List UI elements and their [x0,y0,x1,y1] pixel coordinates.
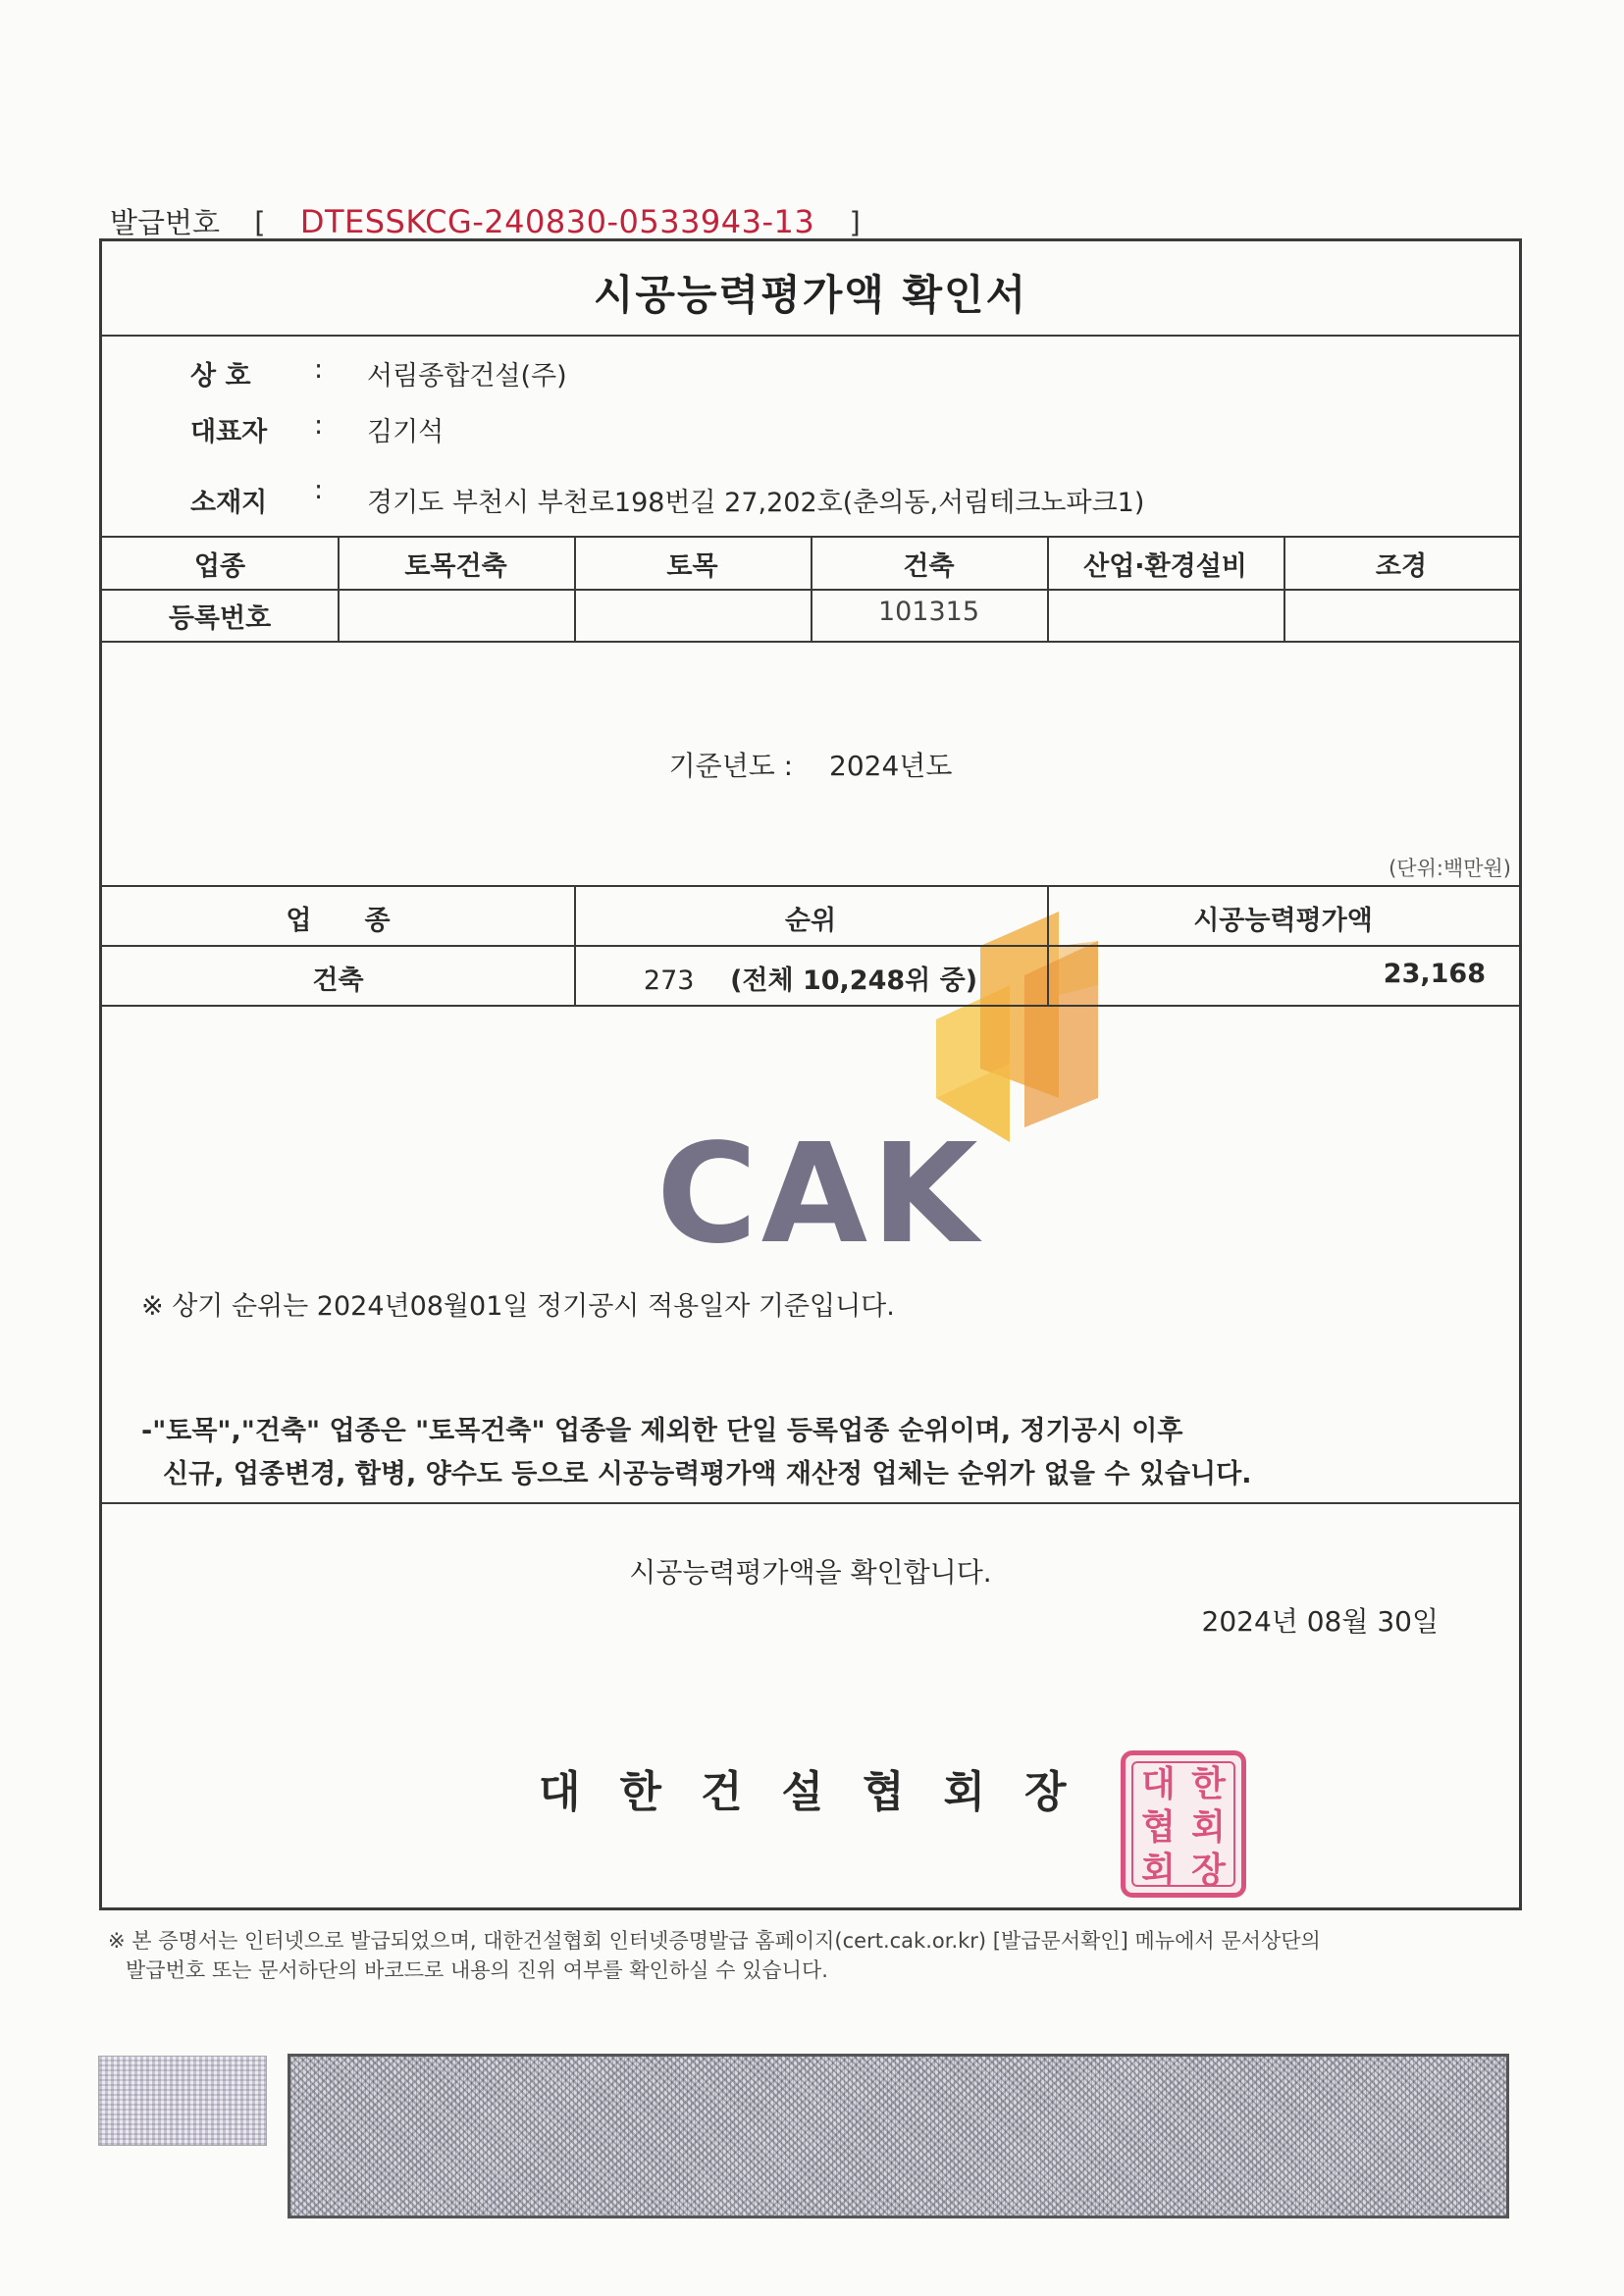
bracket-close: ] [849,206,861,239]
ranking-caveat-line2: 신규, 업종변경, 합병, 양수도 등으로 시공능력평가액 재산정 업체는 순위가 없을 수 있습니다. [163,1459,1252,1489]
address-label: 소재지 [190,488,268,518]
issue-number-line [110,201,886,241]
ranking-header: 순위 [784,906,837,936]
company-name-label: 상 호 [190,361,251,391]
base-year [102,745,1519,784]
ranking-header: 업 종 [286,906,391,936]
seal-char: 협 [1141,1807,1176,1848]
issuer-name: 대한건설협회장 [539,1767,1106,1817]
ceo-label: 대표자 [190,417,268,447]
colon: : [314,354,324,385]
base-year-label: 기준년도 : [668,750,794,782]
colon: : [314,475,324,505]
registration-column-header: 조경 [1375,551,1428,582]
issue-label: 발급번호 [110,206,221,239]
ceo-name: 김기석 [367,417,445,447]
registration-number: 101315 [877,597,980,627]
registration-column-header: 토목건축 [404,551,507,582]
rank-note: (전체 10,248위 중) [730,965,978,996]
divider [102,641,1519,643]
unit-note: (단위:백만원) [1388,857,1511,880]
seal-char: 한 [1191,1764,1226,1804]
seal-char: 대 [1141,1764,1176,1804]
colon: : [314,410,324,441]
registration-column-header: 건축 [903,551,955,582]
issue-date: 2024년 08월 30일 [1201,1605,1439,1638]
ranking-type: 건축 [312,965,364,996]
ranking-caveat-line1: -"토목","건축" 업종은 "토목건축" 업종을 제외한 단일 등록업종 순위이며, 정기공시 이후 [141,1416,1183,1446]
seal-char: 회 [1141,1851,1176,1891]
bracket-open: [ [254,206,266,239]
rank-value: 273 [643,965,695,996]
seal-grid [1131,1761,1235,1891]
official-seal-icon [1121,1750,1246,1898]
registration-column-header: 토목 [666,551,718,582]
qr-code-icon [98,2056,267,2146]
verification-barcode-icon [288,2054,1509,2218]
ranking-amount: 23,168 [1383,959,1486,989]
ranking-rank [574,959,1047,997]
logo-text: CAK [656,1115,982,1275]
divider [102,335,1519,337]
confirmation-text: 시공능력평가액을 확인합니다. [629,1556,992,1589]
base-year-value: 2024년도 [829,750,953,782]
ranking-note: ※ 상기 순위는 2024년08월01일 정기공시 적용일자 기준입니다. [141,1291,895,1322]
footer-note-line1: ※ 본 증명서는 인터넷으로 발급되었으며, 대한건설협회 인터넷증명발급 홈페이지(cert.cak.or.kr) [발급문서확인] 메뉴에서 문서상단의 [108,1929,1321,1953]
registration-header-label: 업종 [193,551,246,582]
company-name: 서림종합건설(주) [367,361,567,391]
seal-char: 회 [1191,1807,1226,1848]
divider [102,945,1519,947]
document-title: 시공능력평가액 확인서 [593,271,1028,319]
issue-number: DTESSKCG-240830-0533943-13 [299,203,815,240]
seal-char: 장 [1191,1851,1226,1891]
divider [102,1502,1519,1504]
registration-row-label: 등록번호 [168,603,272,634]
divider [102,885,1519,887]
address: 경기도 부천시 부천로198번길 27,202호(춘의동,서림테크노파크1) [367,488,1145,518]
footer-note-line2: 발급번호 또는 문서하단의 바코드로 내용의 진위 여부를 확인하실 수 있습니다. [126,1958,828,1982]
ranking-header: 시공능력평가액 [1193,906,1373,936]
certificate-frame [99,238,1522,1910]
divider [102,1005,1519,1007]
registration-column-header: 산업·환경설비 [1083,551,1247,582]
